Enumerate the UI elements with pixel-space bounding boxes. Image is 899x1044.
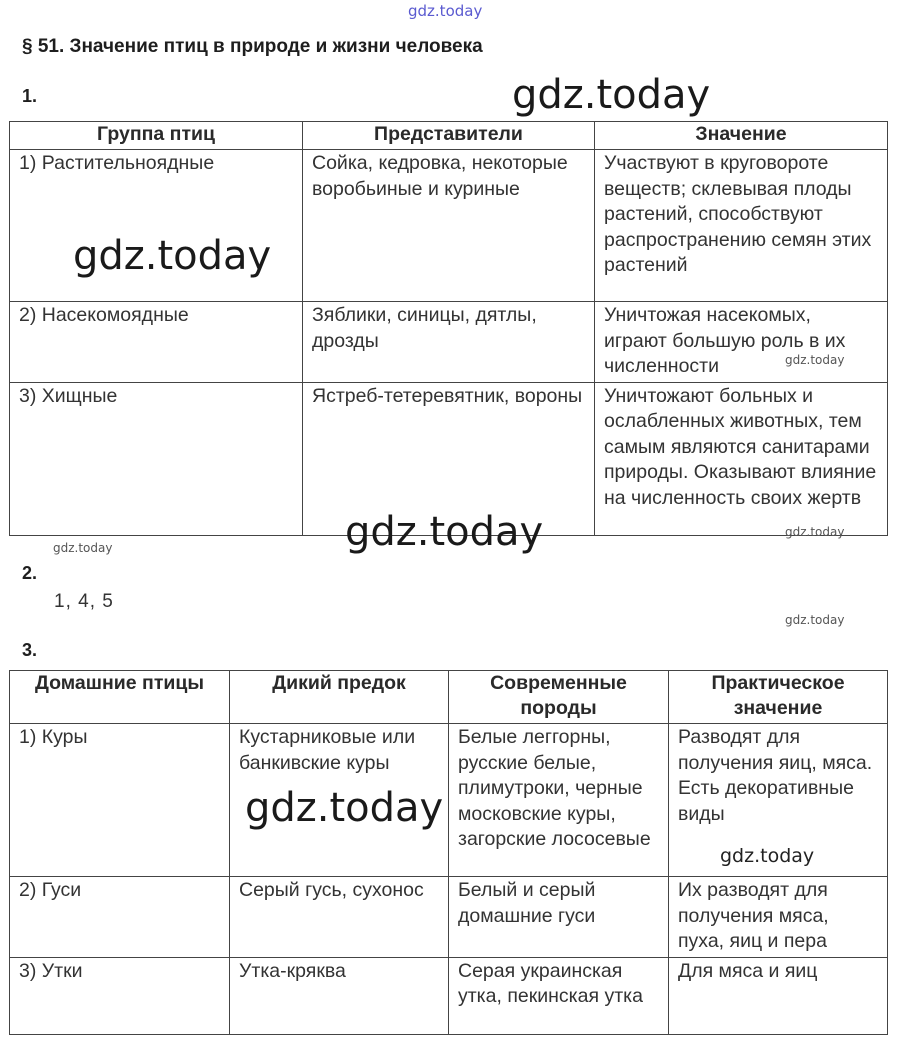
page-title: § 51. Значение птиц в природе и жизни человека [22,36,483,57]
header-representatives: Представители [303,122,595,150]
section-3-number: 3. [22,640,38,660]
table-cell: Белый и серый домашние гуси [449,877,669,958]
table-cell: 1) Растительноядные [10,150,303,302]
table-row [10,957,888,1034]
table-cell: Участвуют в круговороте веществ; склевывая плоды растений, способствуют распространению семян этих растений [595,150,888,302]
table-cell: Уничтожают больных и ослабленных животных, тем самым являются санитарами природы. Оказывают влияние на численность своих жертв [595,382,888,535]
table-cell: Ястреб-тетеревятник, вороны [303,382,595,535]
table-cell: Белые леггорны, русские белые, плимутроки, черные московские куры, загорские лососевые [449,724,669,877]
table-cell: Уничтожая насекомых, играют большую роль в их численности [595,302,888,383]
watermark: gdz.today [785,613,845,627]
table-cell: Утка-кряква [230,957,449,1034]
watermark: gdz.today [53,541,113,555]
table-cell: Серая украинская утка, пекинская утка [449,957,669,1034]
table-cell: Сойка, кедровка, некоторые воробьиные и куриные [303,150,595,302]
table-cell: Серый гусь, сухонос [230,877,449,958]
watermark: gdz.today [73,233,272,279]
watermark: gdz.today [345,509,544,555]
header-practical-value: Практическое значение [669,671,888,724]
watermark: gdz.today [720,845,815,867]
header-wild-ancestor: Дикий предок [230,671,449,724]
section-1-number: 1. [22,86,38,106]
table-cell: Зяблики, синицы, дятлы, дрозды [303,302,595,383]
table-cell: 3) Утки [10,957,230,1034]
table-cell: Кустарниковые или банкивские куры [230,724,449,877]
header-significance: Значение [595,122,888,150]
table-cell: Их разводят для получения мяса, пуха, яиц и пера [669,877,888,958]
watermark-top: gdz.today [408,2,483,20]
watermark: gdz.today [785,353,845,367]
header-domestic-birds: Домашние птицы [10,671,230,724]
table-cell: Разводят для получения яиц, мяса. Есть декоративные виды [669,724,888,877]
section-2-number: 2. [22,563,38,583]
table-cell: 1) Куры [10,724,230,877]
table-cell: 2) Насекомоядные [10,302,303,383]
table-cell: Для мяса и яиц [669,957,888,1034]
section-2-answer: 1, 4, 5 [54,591,114,612]
watermark: gdz.today [512,72,711,118]
bird-groups-table [9,121,888,536]
header-group: Группа птиц [10,122,303,150]
watermark: gdz.today [785,525,845,539]
table-row [10,877,888,958]
header-modern-breeds: Современные породы [449,671,669,724]
table-cell: 2) Гуси [10,877,230,958]
watermark: gdz.today [245,785,444,831]
table-row [10,302,888,383]
table-cell: 3) Хищные [10,382,303,535]
